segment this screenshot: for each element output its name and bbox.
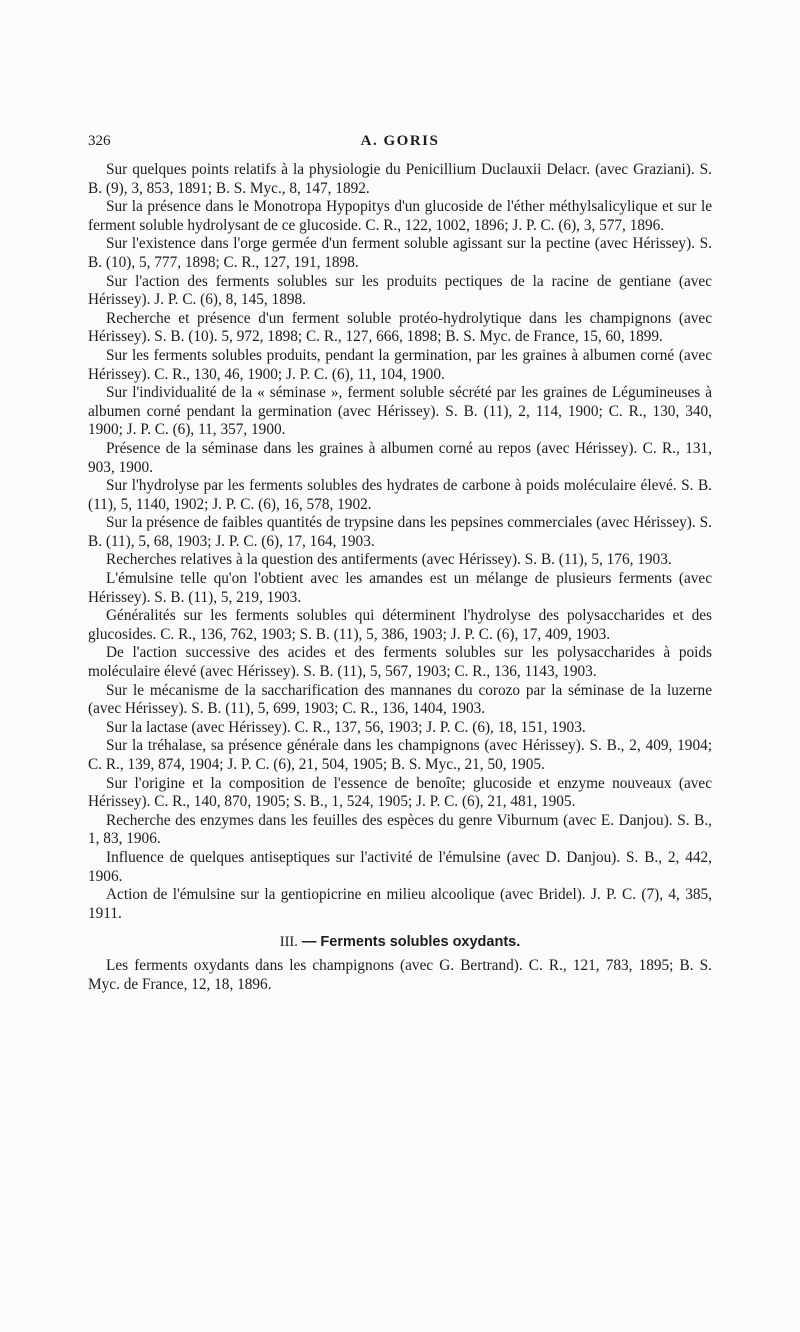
entry: Sur la tréhalase, sa présence générale dans les champignons (avec Hérissey). S. B., 2, 409, 1904; C. R., 139, 874, 1904; J. P. C. (6), 21, 504, 1905; B. S. Myc., 21, 50, 1905. — [88, 737, 712, 773]
section-number: III. — [279, 934, 298, 951]
running-title: A. GORIS — [360, 133, 440, 149]
entry: Généralités sur les ferments solubles qui déterminent l'hydrolyse des polysaccharides et des glucosides. C. R., 136, 762, 1903; S. B. (11), 5, 386, 1903; J. P. C. (6), 17, 409, 1903. — [88, 607, 712, 643]
entry: Les ferments oxydants dans les champignons (avec G. Bertrand). C. R., 121, 783, 1895; B. S. Myc. de France, 12, 18, 1896. — [88, 957, 712, 993]
entry: Recherches relatives à la question des antiferments (avec Hérissey). S. B. (11), 5, 176, 1903. — [106, 551, 672, 569]
entry: Sur l'origine et la composition de l'essence de benoîte; glucoside et enzyme nouveaux (avec Hérissey). C. R., 140, 870, 1905; S. B., 1, 524, 1905; J. P. C. (6), 21, 481, 1905. — [88, 774, 712, 811]
entry: Sur la lactase (avec Hérissey). C. R., 137, 56, 1903; J. P. C. (6), 18, 151, 1903. — [106, 718, 586, 736]
entry: Action de l'émulsine sur la gentiopicrine en milieu alcoolique (avec Bridel). J. P. C. (7), 4, 385, 1911. — [88, 886, 712, 922]
entry: Sur le mécanisme de la saccharification des mannanes du corozo par la séminase de la luzerne (avec Hérissey). S. B. (11), 5, 699, 1903; C. R., 136, 1404, 1903. — [88, 681, 712, 718]
entry: Présence de la séminase dans les graines à albumen corné au repos (avec Hérissey). C. R., 131, 903, 1900. — [88, 439, 712, 476]
entry: Sur quelques points relatifs à la physiologie du Penicillium Duclauxii Delacr. (avec Graziani). S. B. (9), 3, 853, 1891; B. S. Myc., 8, 147, 1892. — [88, 161, 712, 197]
entry: L'émulsine telle qu'on l'obtient avec les amandes est un mélange de plusieurs ferments (avec Hérissey). S. B. (11), 5, 219, 1903. — [88, 570, 712, 606]
entry: Sur la présence de faibles quantités de trypsine dans les pepsines commerciales (avec Hérissey). S. B. (11), 5, 68, 1903; J. P. C. (6), 17, 164, 1903. — [88, 514, 712, 550]
section-title: — Ferments solubles oxydants. — [301, 934, 521, 951]
entry: Sur l'individualité de la « séminase », ferment soluble sécrété par les graines de Légumineuses à albumen corné pendant la germination (avec Hérissey). S. B. (11), 2, 114, 1900; C. R., 130, 340, 1900; J. P. C. (6), 11, 357, 1900. — [88, 384, 712, 439]
page-number: 326 — [88, 133, 111, 149]
entry: De l'action successive des acides et des ferments solubles sur les polysaccharides à poids moléculaire élevé (avec Hérissey). S. B. (11), 5, 567, 1903; C. R., 136, 1143, 1903. — [88, 644, 712, 681]
section-heading — [88, 933, 712, 951]
entry: Influence de quelques antiseptiques sur l'activité de l'émulsine (avec D. Danjou). S. B., 2, 442, 1906. — [88, 848, 712, 885]
entry: Sur la présence dans le Monotropa Hypopitys d'un glucoside de l'éther méthylsalicylique et sur le ferment soluble hydrolysant de ce glucoside. C. R., 122, 1002, 1896; J. P. C. (6), 3, 577, 1896. — [88, 198, 712, 234]
entry: Sur l'existence dans l'orge germée d'un ferment soluble agissant sur la pectine (avec Hérissey). S. B. (10), 5, 777, 1898; C. R., 127, 191, 1898. — [88, 235, 712, 271]
entry: Recherche et présence d'un ferment soluble protéo-hydrolytique dans les champignons (avec Hérissey). S. B. (10). 5, 972, 1898; C. R., 127, 666, 1898; B. S. Myc. de France, 15, 60, 1899. — [88, 309, 712, 346]
entry: Sur l'action des ferments solubles sur les produits pectiques de la racine de gentiane (avec Hérissey). J. P. C. (6), 8, 145, 1898. — [88, 272, 712, 309]
entry: Sur l'hydrolyse par les ferments solubles des hydrates de carbone à poids moléculaire élevé. S. B. (11), 5, 1140, 1902; J. P. C. (6), 16, 578, 1902. — [88, 477, 712, 513]
entry: Recherche des enzymes dans les feuilles des espèces du genre Viburnum (avec E. Danjou). S. B., 1, 83, 1906. — [88, 811, 712, 848]
entry: Sur les ferments solubles produits, pendant la germination, par les graines à albumen corné (avec Hérissey). C. R., 130, 46, 1900; J. P. C. (6), 11, 104, 1900. — [88, 346, 712, 383]
page-header — [88, 133, 712, 153]
bibliography — [88, 161, 712, 995]
